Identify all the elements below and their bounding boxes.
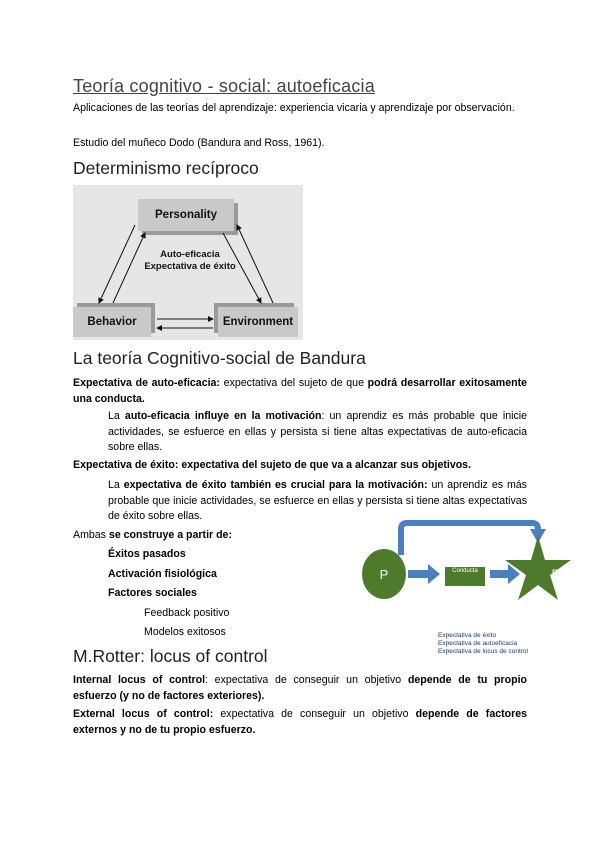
heading-rotter: M.Rotter: locus of control [73,646,268,666]
center-label-expectativa: Expectativa de éxito [144,261,236,272]
list-item-factores [108,586,197,602]
sublist-item-feedback: Feedback positivo [144,607,230,619]
intro-study-line: Estudio del muñeco Dodo (Bandura and Ross, 1961). [73,137,325,149]
text-la-2: La [108,479,124,491]
conducta-box: Conducta [445,567,485,586]
reciprocal-determinism-diagram [73,185,303,340]
term-autoeficacia: Expectativa de auto-eficacia: [73,377,220,389]
heading-bandura: La teoría Cognitivo-social de Bandura [73,348,366,368]
center-label-autoeficacia: Auto-eficacia [160,249,220,260]
legend-exito: Expectativa de éxito [438,632,497,639]
paragraph-autoeficacia [73,376,527,407]
list-item-exitos-label: Éxitos pasados [108,548,186,560]
paragraph-ambas [73,528,232,544]
term-internal-desc: depende de tu propio esfuerzo (y no de factores exteriores). [73,674,527,702]
text-crucial-desc: un aprendiz es más probable que inicie actividades, se esfuerce en ellas y persista si tiene altas expectativas de éxito sobre ellas. [108,479,527,522]
sublist-item-modelos: Modelos exitosos [144,626,226,638]
legend-locus: Expectativa de locus de control [438,648,528,655]
behavior-box: Behavior [73,307,151,337]
environment-box: Environment [218,307,298,337]
paragraph-external-locus [73,707,527,738]
list-item-exitos [108,547,186,563]
text-external: expectativa de conseguir un objetivo [213,708,416,720]
term-external: External locus of control: [73,708,214,720]
paragraph-exito [73,458,527,474]
list-item-factores-label: Factores sociales [108,587,197,599]
text-autoeficacia: expectativa del sujeto de que [219,377,368,389]
r-star-label: R [551,567,561,581]
page-title: Teoría cognitivo - social: autoeficacia [73,76,375,96]
term-crucial: expectativa de éxito también es crucial para la motivación: [123,479,428,491]
legend-autoeficacia: Expectativa de autoeficacia [438,640,518,647]
p-circle: P [362,549,406,599]
expectancy-diagram [360,515,580,665]
list-item-activacion-label: Activación fisiológica [108,568,217,580]
term-desarrollar: podrá desarrollar exitosamente una conducta. [73,377,527,405]
text-ambas: Ambas [73,529,109,541]
list-item-activacion [108,567,217,583]
text-influye-desc: : un aprendiz es más probable que inicie actividades, se esfuerce en ellas y persista si tiene altas expectativas de auto-eficacia sobre ellas. [108,410,527,453]
personality-box: Personality [138,199,234,231]
text-la: La [108,410,125,422]
paragraph-influencia [108,409,527,456]
term-exito: Expectativa de éxito: expectativa del sujeto de que va a alcanzar sus objetivos. [73,459,472,471]
heading-determinismo: Determinismo recíproco [73,158,259,178]
intro-paragraph: Aplicaciones de las teorías del aprendizaje: experiencia vicaria y aprendizaje por observación. [73,102,515,114]
term-internal: Internal locus of control [73,674,206,686]
paragraph-internal-locus [73,673,527,704]
term-external-desc: depende de factores externos y no de tu propio esfuerzo. [73,708,528,736]
term-influye: auto-eficacia influye en la motivación [124,410,322,422]
term-construye: se construye a partir de: [108,529,232,541]
text-internal: : expectativa de conseguir un objetivo [205,674,408,686]
